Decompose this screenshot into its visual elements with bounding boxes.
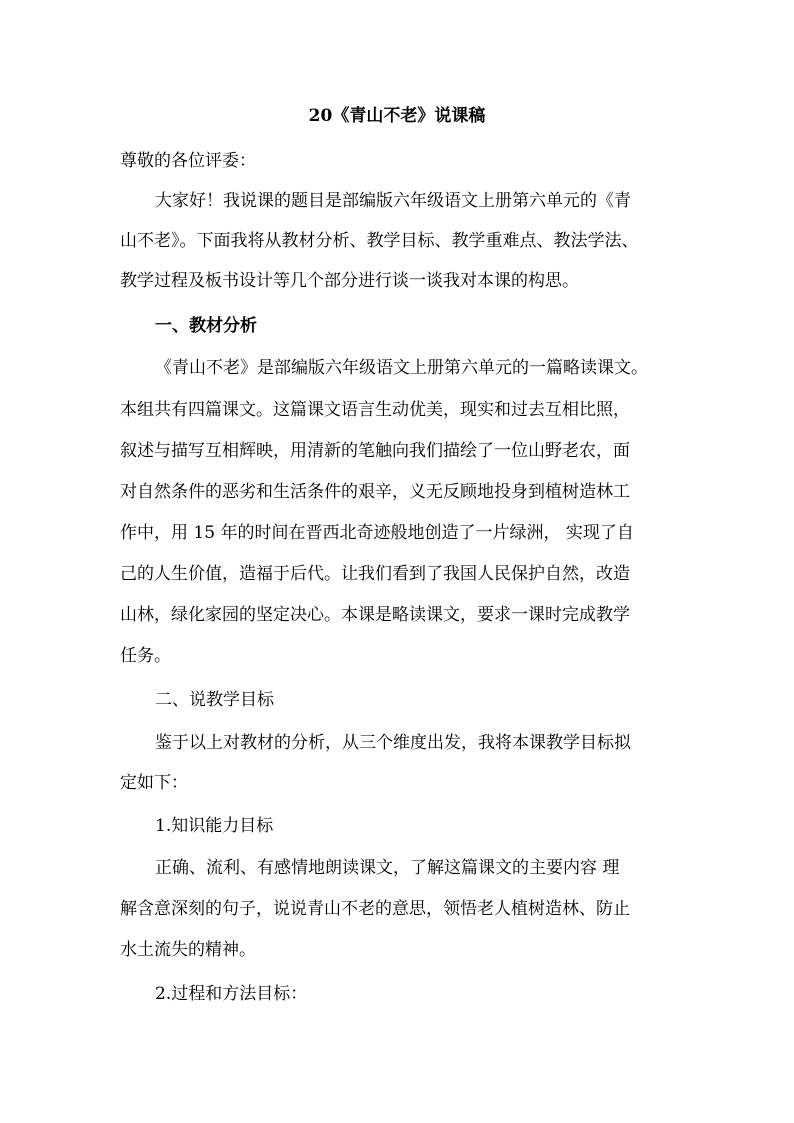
section-heading-material-analysis: 一、教材分析 [155, 316, 257, 336]
intro-line-3: 教学过程及板书设计等几个部分进行谈一谈我对本课的构思。 [120, 271, 579, 291]
intro-line-1: 大家好！我说课的题目是部编版六年级语文上册第六单元的《青 [155, 191, 631, 211]
salutation: 尊敬的各位评委： [120, 151, 256, 171]
section1-line-1: 《青山不老》是部编版六年级语文上册第六单元的一篇略读课文。 [155, 358, 648, 378]
section1-line-8: 任务。 [120, 646, 171, 666]
intro-line-2: 山不老》。下面我将从教材分析、教学目标、教学重难点、教法学法、 [120, 231, 639, 251]
section2-line-2: 定如下： [120, 773, 188, 793]
goal1-line-3: 水土流失的精神。 [120, 940, 256, 960]
section1-line-5: 作中，用 15 年的时间在晋西北奇迹般地创造了一片绿洲， 实现了自 [120, 523, 634, 543]
goal1-line-2: 解含意深刻的句子，说说青山不老的意思，领悟老人植树造林、防止 [120, 899, 630, 919]
document-title: 20《青山不老》说课稿 [308, 106, 486, 126]
section1-line-4: 对自然条件的恶劣和生活条件的艰辛，义无反顾地投身到植树造林工 [120, 482, 630, 502]
section1-line-7: 山林，绿化家园的坚定决心。本课是略读课文，要求一课时完成教学 [120, 605, 630, 625]
section-heading-teaching-goals: 二、说教学目标 [155, 690, 274, 710]
goal1-line-1: 正确、流利、有感情地朗读课文，了解这篇课文的主要内容 理 [155, 858, 620, 878]
goal1-heading: 1.知识能力目标 [155, 816, 274, 836]
goal2-heading: 2.过程和方法目标： [155, 984, 308, 1004]
section2-line-1: 鉴于以上对教材的分析，从三个维度出发，我将本课教学目标拟 [155, 733, 631, 753]
section1-line-2: 本组共有四篇课文。这篇课文语言生动优美，现实和过去互相比照， [120, 400, 630, 420]
section1-line-6: 己的人生价值，造福于后代。让我们看到了我国人民保护自然，改造 [120, 564, 630, 584]
section1-line-3: 叙述与描写互相辉映，用清新的笔触向我们描绘了一位山野老农，面 [120, 441, 630, 461]
